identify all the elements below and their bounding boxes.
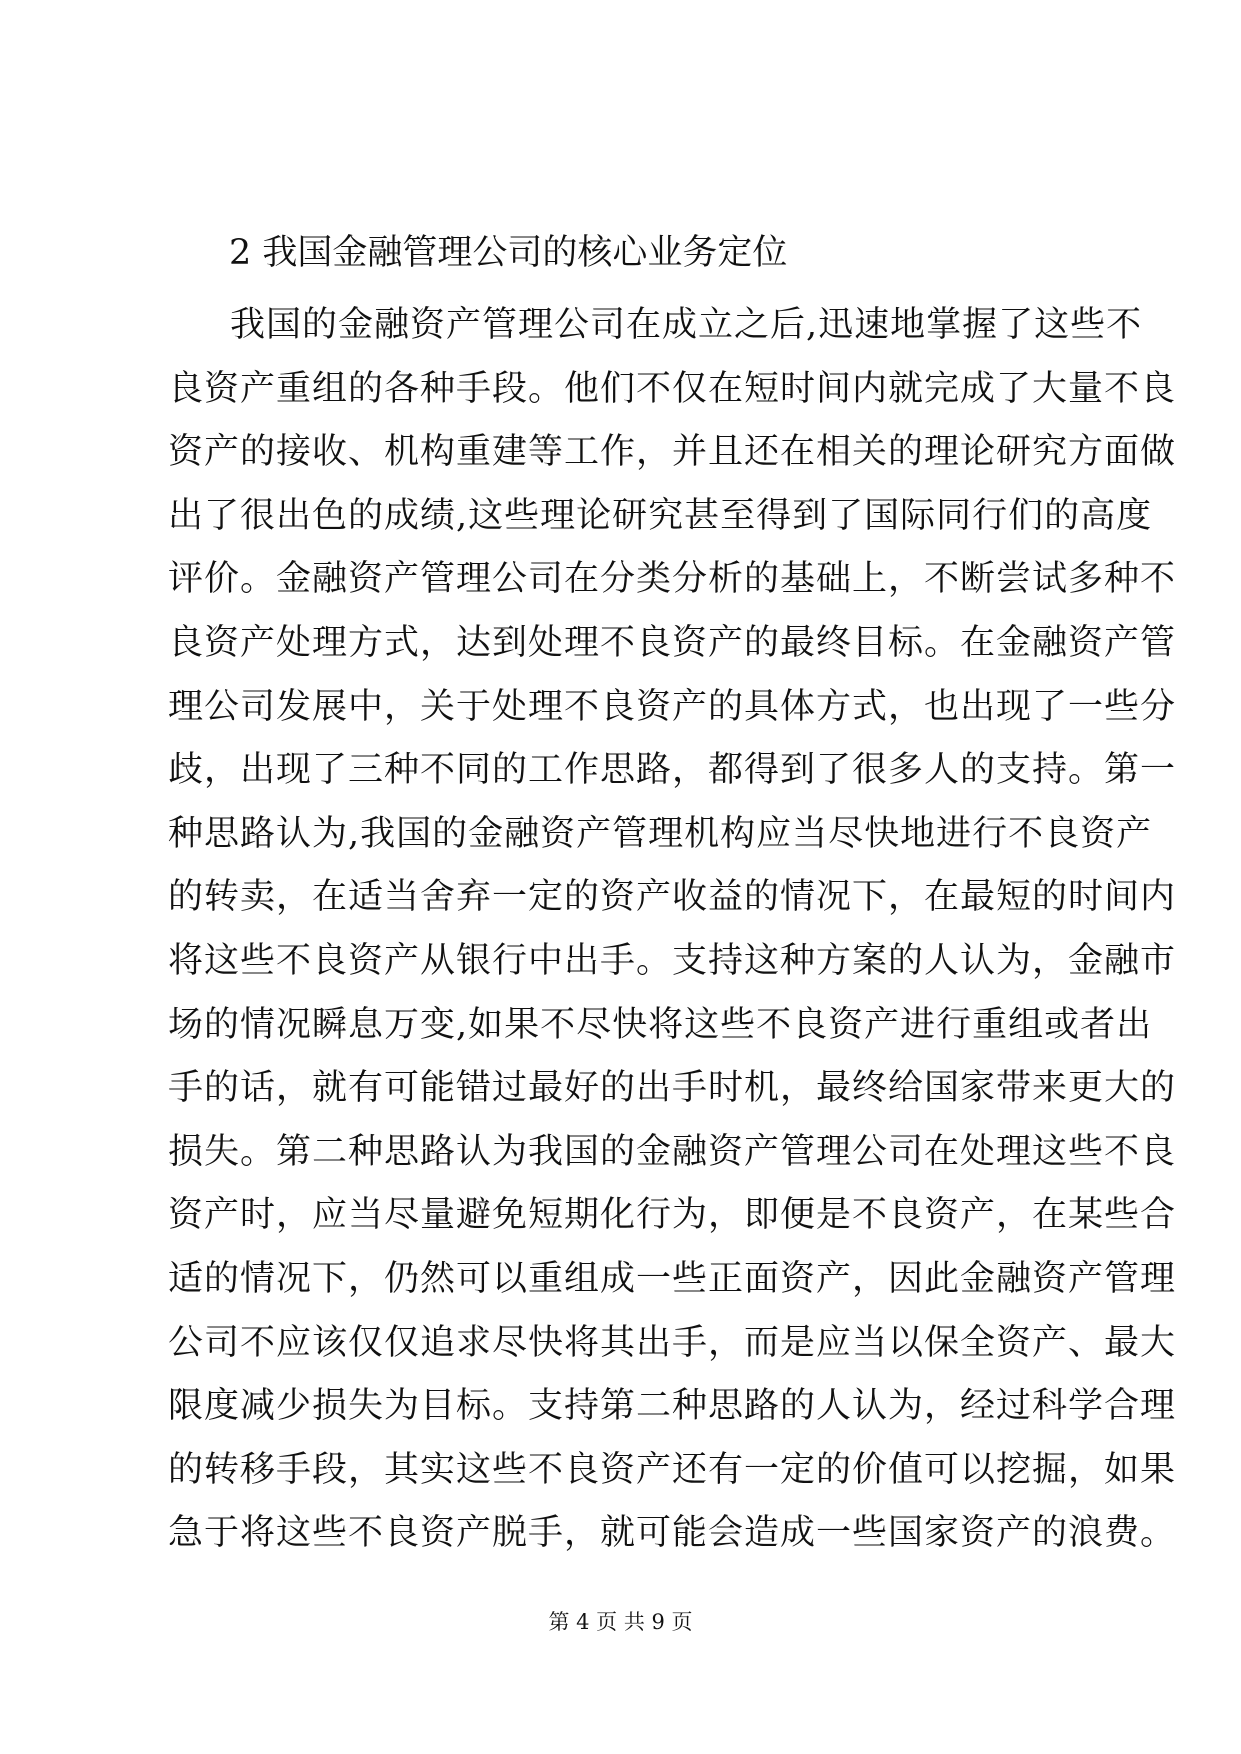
paragraph-line: 我国的金融资产管理公司在成立之后,迅速地掌握了这些不 — [230, 305, 1143, 345]
paragraph-line: 的转卖，在适当舍弃一定的资产收益的情况下，在最短的时间内 — [168, 877, 1177, 918]
paragraph-line: 评价。金融资产管理公司在分类分析的基础上，不断尝试多种不 — [168, 559, 1177, 600]
body-paragraph — [168, 294, 1177, 1566]
paragraph-line: 公司不应该仅仅追求尽快将其出手，而是应当以保全资产、最大 — [168, 1322, 1177, 1363]
paragraph-line: 手的话，就有可能错过最好的出手时机，最终给国家带来更大的 — [168, 1068, 1177, 1109]
paragraph-line: 理公司发展中，关于处理不良资产的具体方式，也出现了一些分 — [168, 686, 1177, 727]
paragraph-line: 的转移手段，其实这些不良资产还有一定的价值可以挖掘，如果 — [168, 1449, 1177, 1490]
paragraph-line: 限度减少损失为目标。支持第二种思路的人认为，经过科学合理 — [168, 1386, 1177, 1427]
paragraph-line: 适的情况下，仍然可以重组成一些正面资产，因此金融资产管理 — [168, 1258, 1177, 1299]
page-number-footer: 第 4 页 共 9 页 — [548, 1610, 693, 1634]
paragraph-line: 良资产重组的各种手段。他们不仅在短时间内就完成了大量不良 — [168, 368, 1177, 409]
paragraph-line: 损失。第二种思路认为我国的金融资产管理公司在处理这些不良 — [168, 1131, 1177, 1172]
section-heading: 2 我国金融管理公司的核心业务定位 — [229, 233, 788, 273]
paragraph-line: 将这些不良资产从银行中出手。支持这种方案的人认为，金融市 — [168, 940, 1177, 981]
paragraph-line: 种思路认为,我国的金融资产管理机构应当尽快地进行不良资产 — [168, 813, 1153, 854]
paragraph-line: 急于将这些不良资产脱手，就可能会造成一些国家资产的浪费。 — [168, 1513, 1177, 1554]
paragraph-line: 资产的接收、机构重建等工作，并且还在相关的理论研究方面做 — [168, 432, 1177, 473]
paragraph-line: 出了很出色的成绩,这些理论研究甚至得到了国际同行们的高度 — [168, 495, 1153, 536]
paragraph-line: 良资产处理方式，达到处理不良资产的最终目标。在金融资产管 — [168, 622, 1177, 663]
paragraph-line: 歧，出现了三种不同的工作思路，都得到了很多人的支持。第一 — [168, 750, 1177, 791]
paragraph-line: 场的情况瞬息万变,如果不尽快将这些不良资产进行重组或者出 — [168, 1004, 1153, 1045]
paragraph-line: 资产时，应当尽量避免短期化行为，即便是不良资产，在某些合 — [168, 1195, 1177, 1236]
